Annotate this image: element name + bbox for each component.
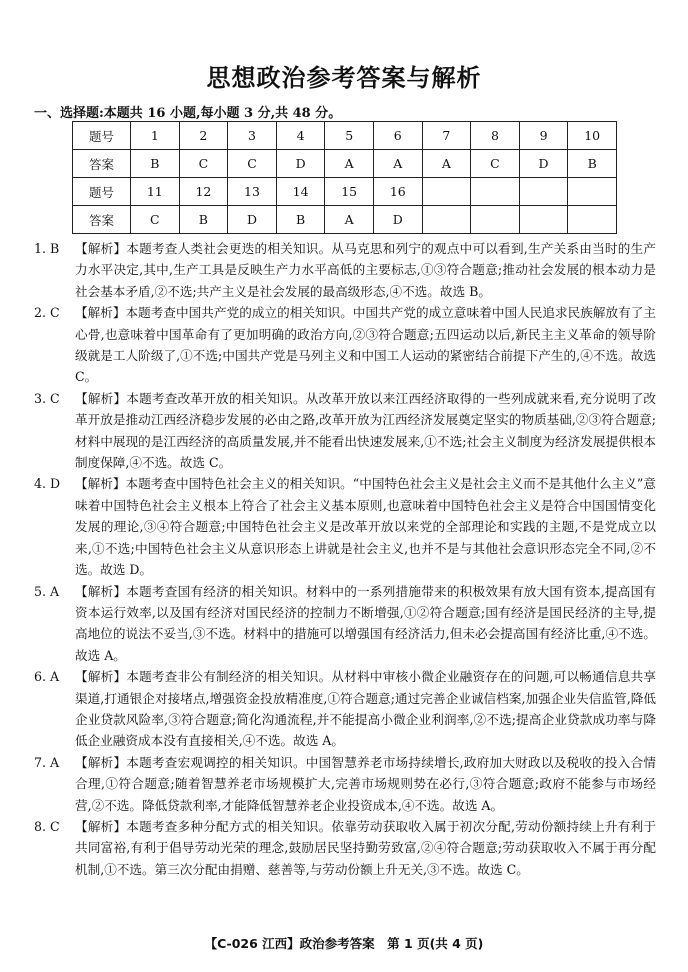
answer-explanation [34,752,656,816]
table-cell: 7 [422,122,471,150]
table-cell: 14 [276,178,325,206]
answer-explanation [34,388,656,474]
explanation-text: 【解析】本题考查改革开放的相关知识。从改革开放以来江西经济取得的一些列成就来看,充分说明了改革开放是推动江西经济稳步发展的必由之路,改革开放为江西经济发展奠定坚实的物质基础,②③符合题意;材料中展现的是江西经济的高质量发展,并不能看出快速发展来,①不选;社会主义制度为经济发展提供根本制度保障,④不选。故选 C。 [75,390,656,471]
table-row [73,122,617,150]
explanation-text: 【解析】本题考查中国共产党的成立的相关知识。中国共产党的成立意味着中国人民追求民族解放有了主心骨,也意味着中国革命有了更加明确的政治方向,②③符合题意;五四运动以后,新民主主义革命的领导阶级就是工人阶级了,①不选;中国共产党是马列主义和中国工人运动的紧密结合前提下产生的,④不选。故选 C。 [75,305,656,385]
table-cell: A [373,150,422,178]
explanation-text: 【解析】本题考查中国特色社会主义的相关知识。“中国特色社会主义是社会主义而不是其他什么主义”意味着中国特色社会主义根本上符合了社会主义基本原则,也意味着中国特色社会主义是符合中国国情变化发展的理论,③④符合题意;中国特色社会主义是改革开放以来党的全部理论和实践的主题,不是党成立以来,①不选;中国特色社会主义从意识形态上讲就是社会主义,也并不是与其他社会意识形态完全不同,②不选。故选 D。 [75,476,656,578]
table-row [73,178,617,206]
table-cell: 9 [519,122,568,150]
table-cell: D [373,206,422,234]
table-cell: 10 [568,122,617,150]
table-row [73,150,617,178]
table-cell: A [325,150,374,178]
table-cell [519,178,568,206]
table-cell: D [276,150,325,178]
question-number-answer: 6. A [34,669,60,685]
answer-explanation [34,473,656,580]
question-number-answer: 1. B [34,241,60,256]
explanation-text: 【解析】本题考查人类社会更迭的相关知识。从马克思和列宁的观点中可以看到,生产关系由当时的生产力水平决定,其中,生产工具是反映生产力水平高低的主要标志,①③符合题意;推动社会发展的根本动力是社会基本矛盾,②不选;共产主义是社会发展的最高级形态,④不选。故选 B。 [75,241,656,299]
table-cell: B [276,206,325,234]
table-cell [422,206,471,234]
table-cell [471,206,520,234]
table-cell [568,178,617,206]
question-number-answer: 5. A [34,583,60,599]
table-cell: C [471,150,520,178]
table-cell: D [519,150,568,178]
explanation-list [34,238,656,880]
table-cell: B [131,150,180,178]
table-cell: C [228,150,277,178]
explanation-text: 【解析】本题考查非公有制经济的相关知识。从材料中审核小微企业融资存在的问题,可以畅通信息共享渠道,打通银企对接堵点,增强资金投放精准度,①符合题意;通过完善企业诚信档案,加强企业失信监管,降低企业贷款风险率,③符合题意;简化沟通流程,并不能提高小微企业利润率,②不选;提高企业贷款成功率与降低企业融资成本没有直接相关,④不选。故选 A。 [75,669,656,749]
question-number-answer: 4. D [34,476,61,492]
table-cell: 8 [471,122,520,150]
table-cell: 1 [131,122,180,150]
question-number-answer: 3. C [34,390,60,406]
page-title: 思想政治参考答案与解析 [206,64,482,92]
row-header-cell: 题号 [73,178,131,206]
answer-explanation [34,238,656,302]
table-cell: B [568,150,617,178]
answer-table [72,121,617,234]
table-cell: 15 [325,178,374,206]
table-cell [471,178,520,206]
table-cell: A [325,206,374,234]
section-heading: 一、选择题:本题共 16 小题,每小题 3 分,共 48 分。 [34,106,342,121]
table-cell [422,178,471,206]
row-header-cell: 答案 [73,206,131,234]
table-cell: C [131,206,180,234]
table-cell: 4 [276,122,325,150]
question-number-answer: 8. C [34,818,60,834]
table-cell: 11 [131,178,180,206]
table-cell: 2 [179,122,228,150]
table-cell: 16 [373,178,422,206]
explanation-text: 【解析】本题考查宏观调控的相关知识。中国智慧养老市场持续增长,政府加大财政以及税收的投入合情合理,①符合题意;随着智慧养老市场规模扩大,完善市场规则势在必行,③符合题意;政府不能参与市场经营,②不选。降低贷款利率,才能降低智慧养老企业投资成本,④不选。故选 A。 [75,754,656,813]
table-cell: 3 [228,122,277,150]
table-cell: B [179,206,228,234]
answer-explanation [34,816,656,880]
explanation-text: 【解析】本题考查多种分配方式的相关知识。依靠劳动获取收入属于初次分配,劳动份额持续上升有利于共同富裕,有利于倡导劳动光荣的理念,鼓励居民坚持勤劳致富,②④符合题意;劳动获取收入不属于再分配机制,①不选。第三次分配由捐赠、慈善等,与劳动份额上升无关,③不选。故选 C。 [75,818,656,877]
table-cell: A [422,150,471,178]
table-cell [568,206,617,234]
table-cell: C [179,150,228,178]
table-cell: 5 [325,122,374,150]
table-cell: D [228,206,277,234]
question-number-answer: 2. C [34,305,60,321]
answer-explanation [34,581,656,667]
table-cell: 13 [228,178,277,206]
page-footer: 【C-026 江西】政治参考答案 第 1 页(共 4 页) [204,936,484,951]
table-row [73,206,617,234]
explanation-text: 【解析】本题考查国有经济的相关知识。材料中的一系列措施带来的积极效果有放大国有资本,提高国有资本运行效率,以及国有经济对国民经济的控制力不断增强,①②符合题意;国有经济是国民经济的主导,提高地位的说法不妥当,③不选。材料中的措施可以增强国有经济活力,但未必会提高国有经济比重,④不选。故选 A。 [75,583,656,663]
question-number-answer: 7. A [34,754,60,770]
row-header-cell: 答案 [73,150,131,178]
row-header-cell: 题号 [73,122,131,150]
answer-explanation [34,302,656,388]
table-cell [519,206,568,234]
table-cell: 12 [179,178,228,206]
answer-explanation [34,666,656,752]
table-cell: 6 [373,122,422,150]
